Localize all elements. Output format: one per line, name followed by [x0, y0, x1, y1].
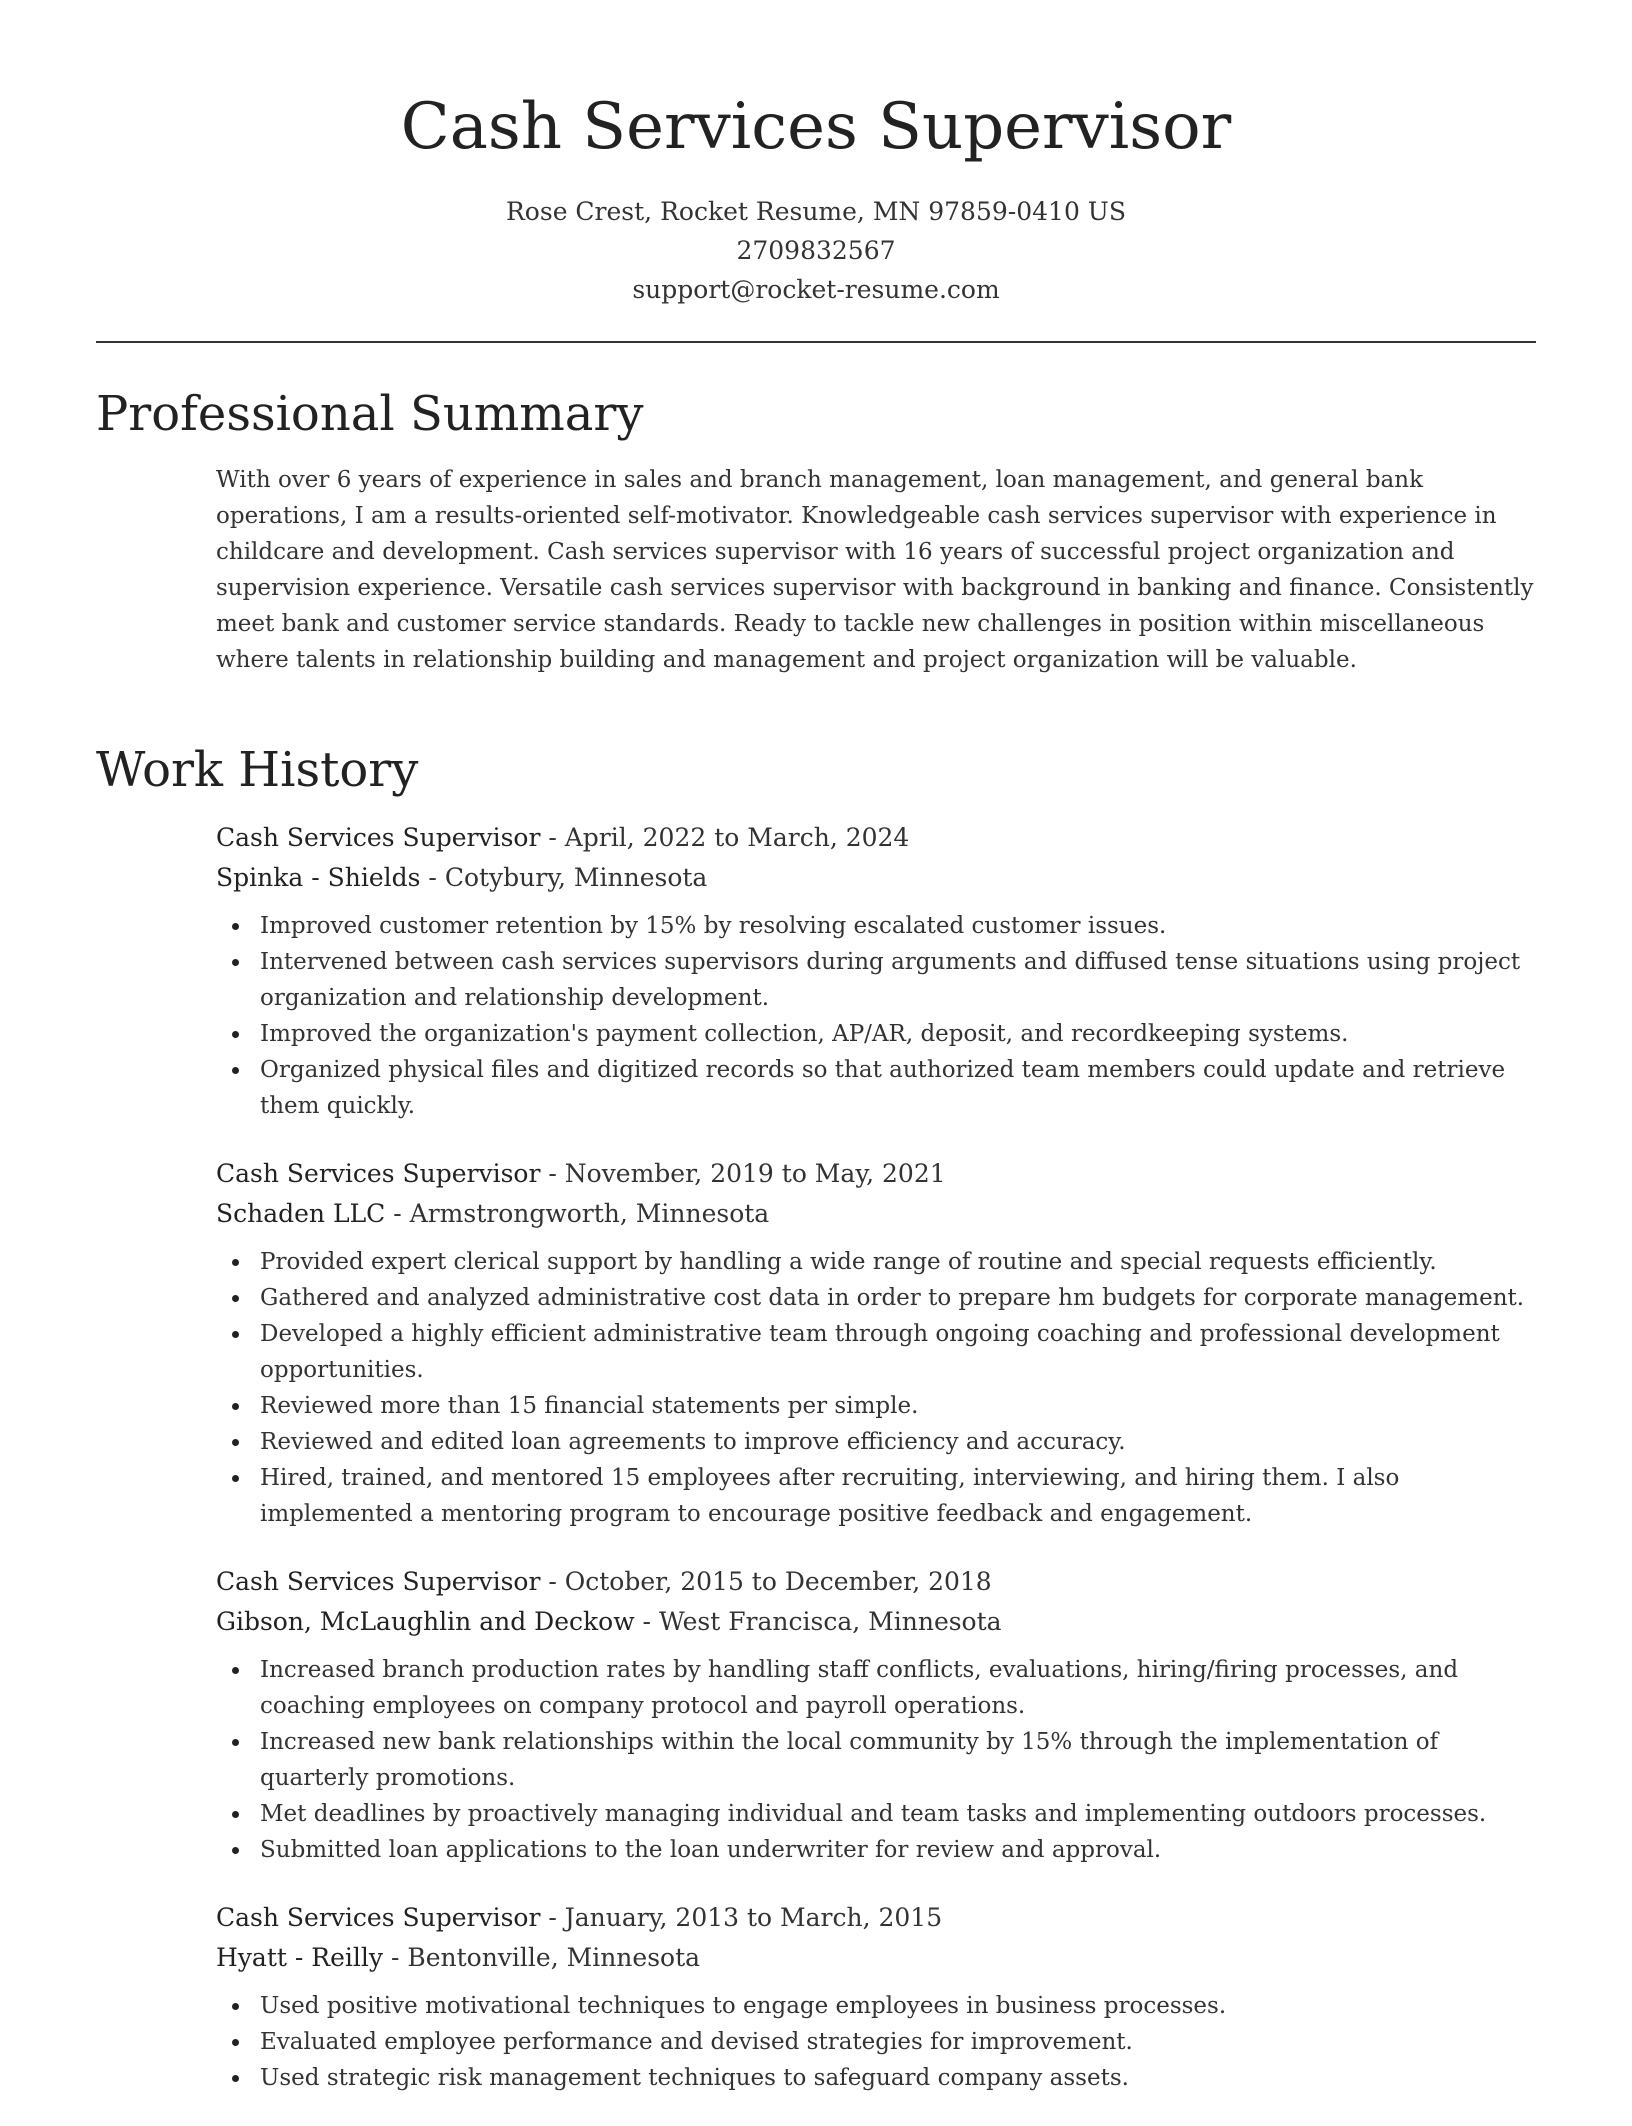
job-bullet: Reviewed and edited loan agreements to improve efficiency and accuracy. [216, 1424, 1546, 1460]
job-company: Hyatt - Reilly [216, 1943, 383, 1972]
header-divider [96, 341, 1536, 343]
job-location: Armstrongworth, Minnesota [409, 1199, 770, 1228]
job-title-line: Cash Services Supervisor - October, 2015 to December, 2018 [216, 1567, 992, 1596]
job-bullet: Used strategic risk management techniques to safeguard company assets. [216, 2060, 1546, 2096]
job-bullets [216, 1652, 1546, 1868]
job-bullet: Increased new bank relationships within the local community by 15% through the implementation of quarterly promotions. [216, 1724, 1546, 1796]
job-bullet: Evaluated employee performance and devised strategies for improvement. [216, 2024, 1546, 2060]
summary-text: With over 6 years of experience in sales and branch management, loan management, and general bank operations, I am a results-oriented self-motivator. Knowledgeable cash services supervisor with experience in childcare and development. Cash services supervisor with 16 years of successful project organization and supervision experience. Versatile cash services supervisor with background in banking and finance. Consistently meet bank and customer service standards. Ready to tackle new challenges in position within miscellaneous where talents in relationship building and management and project organization will be valuable. [216, 467, 1534, 673]
job-title-line: Cash Services Supervisor - April, 2022 to March, 2024 [216, 823, 910, 852]
job-bullet: Improved customer retention by 15% by resolving escalated customer issues. [216, 908, 1546, 944]
job-company-line: Spinka - Shields - Cotybury, Minnesota [216, 863, 708, 892]
job-location: Bentonville, Minnesota [407, 1943, 701, 1972]
job-company: Spinka - Shields [216, 863, 421, 892]
job-bullet: Developed a highly efficient administrative team through ongoing coaching and professional development opportunities. [216, 1316, 1546, 1388]
job-entry [216, 818, 1546, 1124]
job-company: Schaden LLC [216, 1199, 386, 1228]
job-bullet: Intervened between cash services supervisors during arguments and diffused tense situations using project organization and relationship development. [216, 944, 1546, 1016]
job-dates: April, 2022 to March, 2024 [564, 823, 910, 852]
contact-info [0, 192, 1632, 309]
job-title-line: Cash Services Supervisor - January, 2013 to March, 2015 [216, 1903, 943, 1932]
contact-email: support@rocket-resume.com [632, 275, 1000, 304]
job-bullet: Reviewed more than 15 financial statements per simple. [216, 1388, 1546, 1424]
job-title-line: Cash Services Supervisor - November, 2019 to May, 2021 [216, 1159, 946, 1188]
job-title: Cash Services Supervisor [216, 1567, 541, 1596]
job-bullets [216, 908, 1546, 1124]
job-company-line: Schaden LLC - Armstrongworth, Minnesota [216, 1199, 770, 1228]
job-bullet: Improved the organization's payment collection, AP/AR, deposit, and recordkeeping systems. [216, 1016, 1546, 1052]
job-bullet: Provided expert clerical support by handling a wide range of routine and special requests efficiently. [216, 1244, 1546, 1280]
job-bullet: Organized physical files and digitized records so that authorized team members could update and retrieve them quickly. [216, 1052, 1546, 1124]
job-entry [216, 1154, 1546, 1532]
job-bullets [216, 1244, 1546, 1532]
job-bullet: Used positive motivational techniques to engage employees in business processes. [216, 1988, 1546, 2024]
job-title: Cash Services Supervisor [216, 1903, 541, 1932]
job-location: Cotybury, Minnesota [444, 863, 708, 892]
contact-phone: 2709832567 [736, 236, 896, 265]
job-dates: November, 2019 to May, 2021 [564, 1159, 946, 1188]
job-bullet: Hired, trained, and mentored 15 employees after recruiting, interviewing, and hiring them. I also implemented a mentoring program to encourage positive feedback and engagement. [216, 1460, 1546, 1532]
job-entry [216, 1562, 1546, 1868]
job-company-line: Gibson, McLaughlin and Deckow - West Francisca, Minnesota [216, 1607, 1002, 1636]
job-bullet: Increased branch production rates by handling staff conflicts, evaluations, hiring/firing processes, and coaching employees on company protocol and payroll operations. [216, 1652, 1546, 1724]
job-title: Cash Services Supervisor [216, 1159, 541, 1188]
job-bullet: Gathered and analyzed administrative cost data in order to prepare hm budgets for corporate management. [216, 1280, 1546, 1316]
summary-heading: Professional Summary [96, 386, 644, 442]
job-bullet: Met deadlines by proactively managing individual and team tasks and implementing outdoors processes. [216, 1796, 1546, 1832]
work-history-heading: Work History [96, 742, 419, 798]
job-entry [216, 1898, 1546, 2096]
job-dates: October, 2015 to December, 2018 [564, 1567, 992, 1596]
contact-address: Rose Crest, Rocket Resume, MN 97859-0410 US [505, 197, 1126, 226]
job-dates: January, 2013 to March, 2015 [564, 1903, 943, 1932]
job-bullet: Submitted loan applications to the loan underwriter for review and approval. [216, 1832, 1546, 1868]
job-company-line: Hyatt - Reilly - Bentonville, Minnesota [216, 1943, 701, 1972]
resume-title: Cash Services Supervisor [400, 90, 1232, 164]
job-title: Cash Services Supervisor [216, 823, 541, 852]
work-history-list [216, 818, 1546, 2126]
job-location: West Francisca, Minnesota [658, 1607, 1002, 1636]
job-bullets [216, 1988, 1546, 2096]
job-company: Gibson, McLaughlin and Deckow [216, 1607, 635, 1636]
